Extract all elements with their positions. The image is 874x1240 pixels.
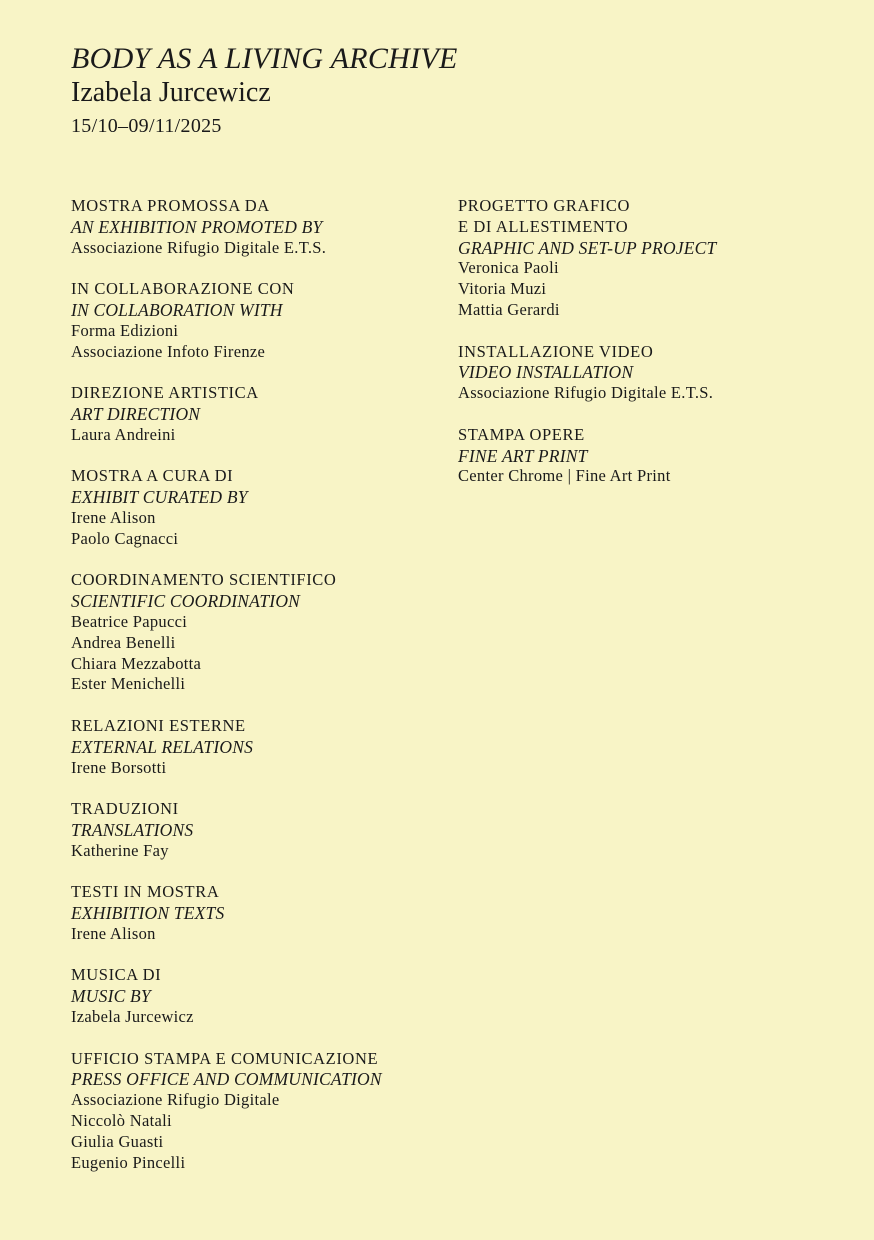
credit-section xyxy=(458,425,798,487)
credit-name: Eugenio Pincelli xyxy=(71,1152,186,1172)
credit-name: Associazione Rifugio Digitale xyxy=(71,1090,280,1110)
credit-name: Vitoria Muzi xyxy=(458,279,547,299)
credit-label-english: MUSIC BY xyxy=(71,986,151,1007)
credit-label-english: PRESS OFFICE AND COMMUNICATION xyxy=(71,1069,382,1090)
credit-name: Andrea Benelli xyxy=(71,632,176,652)
credit-name: Beatrice Papucci xyxy=(71,611,188,631)
credits-page xyxy=(71,42,811,1172)
credits-left-column xyxy=(71,196,441,1194)
exhibition-dates: 15/10–09/11/2025 xyxy=(71,115,222,137)
credit-label-italian: RELAZIONI ESTERNE xyxy=(71,715,246,735)
credit-label-italian: TRADUZIONI xyxy=(71,799,179,819)
credit-label-english: EXHIBIT CURATED BY xyxy=(71,487,248,508)
credit-name: Paolo Cagnacci xyxy=(71,528,179,548)
credit-name: Center Chrome | Fine Art Print xyxy=(458,466,671,486)
credit-name: Laura Andreini xyxy=(71,424,176,444)
credit-label-english: VIDEO INSTALLATION xyxy=(458,362,634,383)
credit-label-italian: UFFICIO STAMPA E COMUNICAZIONE xyxy=(71,1048,379,1068)
credit-section xyxy=(71,279,441,362)
credit-label-english: SCIENTIFIC COORDINATION xyxy=(71,591,301,612)
credit-section xyxy=(71,965,441,1027)
credit-label-english: ART DIRECTION xyxy=(71,403,201,424)
credit-section xyxy=(71,882,441,944)
credit-label-italian: STAMPA OPERE xyxy=(458,424,585,444)
credit-label-italian: PROGETTO GRAFICO xyxy=(458,196,631,215)
credit-name: Irene Alison xyxy=(71,923,156,943)
credit-label-italian: MOSTRA A CURA DI xyxy=(71,466,234,486)
credit-label-italian: MUSICA DI xyxy=(71,965,162,985)
credit-section xyxy=(458,342,798,404)
credit-name: Irene Alison xyxy=(71,507,156,527)
credit-label-english: TRANSLATIONS xyxy=(71,819,194,840)
credit-label-english: FINE ART PRINT xyxy=(458,445,588,466)
credit-name: Giulia Guasti xyxy=(71,1131,164,1151)
credit-name: Mattia Gerardi xyxy=(458,299,560,319)
credit-label-english: EXTERNAL RELATIONS xyxy=(71,736,254,757)
credit-section xyxy=(458,196,798,321)
exhibition-title: BODY AS A LIVING ARCHIVE xyxy=(71,42,458,75)
credit-name: Chiara Mezzabotta xyxy=(71,653,202,673)
credit-name: Associazione Rifugio Digitale E.T.S. xyxy=(71,237,327,257)
credit-label-italian: DIREZIONE ARTISTICA xyxy=(71,383,259,403)
credit-name: Irene Borsotti xyxy=(71,757,167,777)
credit-label-english: IN COLLABORATION WITH xyxy=(71,299,283,320)
credit-label-italian: E DI ALLESTIMENTO xyxy=(458,216,629,236)
credit-label-italian: TESTI IN MOSTRA xyxy=(71,882,220,902)
credit-label-italian: IN COLLABORAZIONE CON xyxy=(71,279,295,299)
credit-name: Ester Menichelli xyxy=(71,674,186,694)
credit-label-english: AN EXHIBITION PROMOTED BY xyxy=(71,216,323,237)
credit-section xyxy=(71,196,441,258)
credit-name: Associazione Rifugio Digitale E.T.S. xyxy=(458,383,714,403)
credit-name: Veronica Paoli xyxy=(458,258,559,278)
credit-label-italian: COORDINAMENTO SCIENTIFICO xyxy=(71,570,337,590)
credit-name: Katherine Fay xyxy=(71,840,169,860)
credit-label-english: GRAPHIC AND SET-UP PROJECT xyxy=(458,237,717,258)
artist-name: Izabela Jurcewicz xyxy=(71,77,271,108)
credit-section xyxy=(71,1049,441,1174)
credit-section xyxy=(71,466,441,549)
credit-section xyxy=(71,799,441,861)
credit-name: Forma Edizioni xyxy=(71,320,179,340)
credit-section xyxy=(71,570,441,695)
credit-name: Izabela Jurcewicz xyxy=(71,1007,194,1027)
credit-section xyxy=(71,716,441,778)
credit-name: Niccolò Natali xyxy=(71,1111,172,1131)
credit-label-english: EXHIBITION TEXTS xyxy=(71,903,225,924)
credit-section xyxy=(71,383,441,445)
credit-label-italian: INSTALLAZIONE VIDEO xyxy=(458,341,654,361)
credits-right-column xyxy=(458,196,798,508)
credit-name: Associazione Infoto Firenze xyxy=(71,341,266,361)
credit-label-italian: MOSTRA PROMOSSA DA xyxy=(71,196,270,215)
